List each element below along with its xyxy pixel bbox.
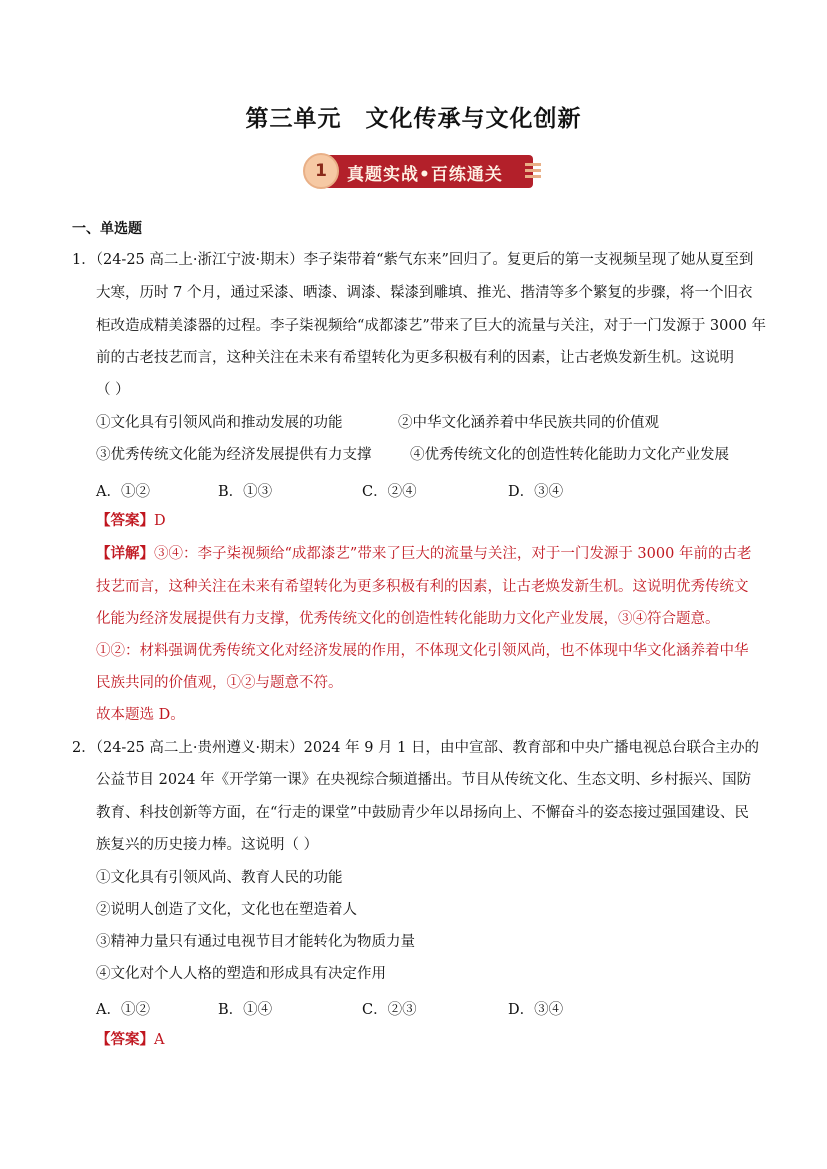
unit-title-part2: 文化传承与文化创新 <box>365 106 582 132</box>
banner-text: 真题实战•百练通关 <box>347 165 503 185</box>
q2-answer <box>96 1030 164 1050</box>
q1-detail-line: 技艺而言，这种关注在未来有希望转化为更多积极有利的因素，让古老焕发新生机。这说明优秀传统文 <box>96 579 749 595</box>
q1-line: （ ） <box>96 382 130 398</box>
q1-line: 柜改造成精美漆器的过程。李子柒视频给“成都漆艺”带来了巨大的流量与关注，对于一门发源于 3000 年 <box>96 318 766 334</box>
q1-item: ①文化具有引领风尚和推动发展的功能 <box>96 415 343 431</box>
q1-answer <box>96 511 166 531</box>
q1-detail-line: ①②：材料强调优秀传统文化对经济发展的作用，不体现文化引领风尚，也不体现中华文化涵养着中华 <box>96 643 749 659</box>
answer-tag: 【答案】 <box>96 1032 154 1048</box>
q1-line: 大寒，历时 7 个月，通过采漆、晒漆、调漆、髹漆到雕填、推光、揩清等多个繁复的步骤，将一个旧衣 <box>96 285 753 301</box>
q2-item: ②说明人创造了文化，文化也在塑造着人 <box>96 902 357 918</box>
section-banner <box>303 151 543 193</box>
q1-line: 前的古老技艺而言，这种关注在未来有希望转化为更多积极有利的因素，让古老焕发新生机。这说明 <box>96 350 734 366</box>
q1-item: ③优秀传统文化能为经济发展提供有力支撑 <box>96 447 372 463</box>
q2-line: 教育、科技创新等方面，在“行走的课堂”中鼓励青少年以昂扬向上、不懈奋斗的姿态接过强国建设、民 <box>96 805 749 821</box>
answer-value: A <box>154 1032 165 1048</box>
q2-item: ③精神力量只有通过电视节目才能转化为物质力量 <box>96 934 415 950</box>
q1-detail-line <box>96 544 751 564</box>
unit-title <box>0 100 827 133</box>
q2-option-a: A．①② <box>96 1002 150 1018</box>
q2-item: ①文化具有引领风尚、教育人民的功能 <box>96 870 343 886</box>
q1-conclusion: 故本题选 D。 <box>96 707 185 723</box>
detail-text: ③④：李子柒视频给“成都漆艺”带来了巨大的流量与关注，对于一门发源于 3000 年前的古老 <box>154 546 752 562</box>
q1-line: 1．（24-25 高二上·浙江宁波·期末）李子柒带着“紫气东来”回归了。复更后的第一支视频呈现了她从夏至到 <box>72 252 754 268</box>
answer-value: D <box>154 513 166 529</box>
section-heading: 一、单选题 <box>72 221 142 237</box>
banner-number-badge: 1 <box>303 153 339 189</box>
q2-option-c: C．②③ <box>362 1002 417 1018</box>
unit-title-part1: 第三单元 <box>245 106 342 132</box>
q2-option-d: D．③④ <box>508 1002 564 1018</box>
detail-tag: 【详解】 <box>96 546 154 562</box>
q2-line: 公益节目 2024 年《开学第一课》在央视综合频道播出。节目从传统文化、生态文明、乡村振兴、国防 <box>96 772 752 788</box>
q1-detail-line: 化能为经济发展提供有力支撑，优秀传统文化的创造性转化能助力文化产业发展，③④符合题意。 <box>96 611 720 627</box>
banner-decoration-icon <box>525 163 541 181</box>
q1-detail-line: 民族共同的价值观，①②与题意不符。 <box>96 675 343 691</box>
q2-line: 族复兴的历史接力棒。这说明（ ） <box>96 837 319 853</box>
q1-option-d: D．③④ <box>508 484 564 500</box>
q1-item: ②中华文化涵养着中华民族共同的价值观 <box>398 415 659 431</box>
q1-option-a: A．①② <box>96 484 150 500</box>
q2-option-b: B．①④ <box>218 1002 273 1018</box>
q1-item: ④优秀传统文化的创造性转化能助力文化产业发展 <box>410 447 729 463</box>
q2-line: 2．（24-25 高二上·贵州遵义·期末）2024 年 9 月 1 日，由中宣部、教育部和中央广播电视总台联合主办的 <box>72 740 759 756</box>
q1-option-b: B．①③ <box>218 484 273 500</box>
q2-item: ④文化对个人人格的塑造和形成具有决定作用 <box>96 966 386 982</box>
answer-tag: 【答案】 <box>96 513 154 529</box>
q1-option-c: C．②④ <box>362 484 417 500</box>
